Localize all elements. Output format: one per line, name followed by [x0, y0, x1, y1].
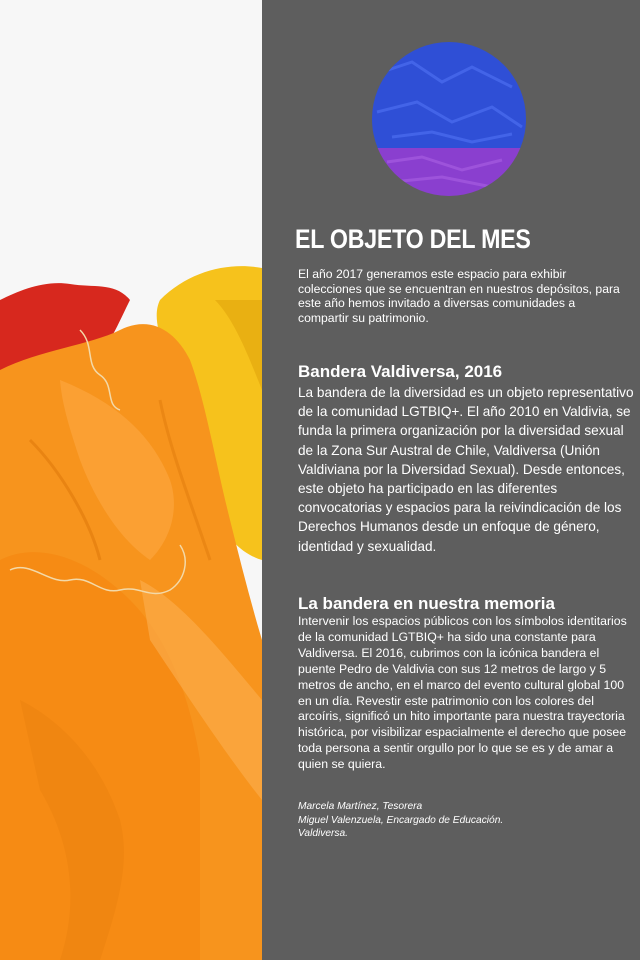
blue-purple-flag-icon [372, 42, 526, 196]
rainbow-flag-fabric-icon [0, 0, 262, 960]
signature-line: Marcela Martínez, Tesorera [298, 801, 423, 812]
signature [298, 800, 618, 841]
section-body-bandera-valdiversa: La bandera de la diversidad es un objeto representativo de la comunidad LGTBIQ+. El año 2010 en Valdivia, se funda la primera organización por la diversidad sexual de la Zona Sur Austral de Chile, Valdiversa (Unión Valdiviana por la Diversidad Sexual). Desde entonces, este objeto ha participado en las diferentes convocatorias y espacios para la reivindicación de los Derechos Humanos desde un enfoque de género, identidad y sexualidad. [298, 385, 634, 554]
intro-text: El año 2017 generamos este espacio para exhibir colecciones que se encuentran en nuestros depósitos, para este año hemos invitado a diversas comunidades a compartir su patrimonio. [298, 267, 620, 325]
section-body-bandera-memoria: Intervenir los espacios públicos con los símbolos identitarios de la comunidad LGTBIQ+ ha sido una constante para Valdiversa. El 2016, cubrimos con la icónica bandera el puente Pedro de Valdivia con sus 12 metros de largo y 5 metros de ancho, en el marco del evento cultural global 100 en un día. Revestir este patrimonio con los colores del arcoíris, significó un hito importante para nuestra trayectoria histórica, por visibilizar espacialmente el derecho que posee toda persona a sentir orgullo por lo que se es y de amar a quien se quiera. [298, 614, 627, 772]
text-panel [262, 0, 640, 960]
signature-line: Miguel Valenzuela, Encargado de Educación. [298, 814, 504, 826]
signature-line: Valdiversa. [298, 828, 349, 840]
flag-fabric-photo [0, 0, 262, 960]
section-heading-bandera-valdiversa: Bandera Valdiversa, 2016 [298, 362, 503, 381]
circular-fabric-photo [372, 42, 526, 196]
section-heading-bandera-memoria: La bandera en nuestra memoria [298, 594, 555, 613]
page-title: EL OBJETO DEL MES [295, 224, 531, 254]
